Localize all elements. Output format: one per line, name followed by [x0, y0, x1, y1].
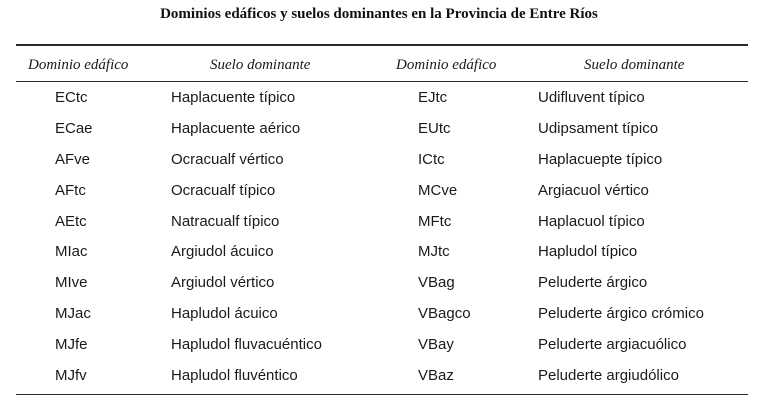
domain-code-cell: ECtc	[55, 89, 88, 106]
header-dominio-edafico-left: Dominio edáfico	[28, 57, 129, 73]
domain-code-cell: VBay	[418, 336, 454, 354]
soil-name-cell: Peluderte árgico	[538, 274, 648, 292]
table-row	[0, 363, 758, 394]
domain-code-cell: VBaz	[418, 367, 454, 385]
domain-code-cell: MIac	[55, 243, 88, 261]
soil-name-cell: Hapludol fluvacuéntico	[171, 336, 322, 354]
table-row	[0, 332, 758, 363]
domain-code-cell: MJac	[55, 305, 91, 323]
soil-name-cell: Peluderte árgico crómico	[538, 305, 704, 323]
domain-code-cell: VBagco	[418, 305, 471, 323]
soil-name-cell: Udifluvent típico	[538, 89, 645, 106]
table-row	[0, 270, 758, 301]
table-row	[0, 147, 758, 178]
domain-code-cell: VBag	[418, 274, 455, 292]
soil-name-cell: Haplacuol típico	[538, 212, 645, 230]
domain-code-cell: EUtc	[418, 119, 451, 137]
header-dominio-edafico-right: Dominio edáfico	[396, 57, 497, 73]
soil-name-cell: Natracualf típico	[171, 212, 280, 230]
table-row	[0, 239, 758, 270]
soil-name-cell: Ocracualf vértico	[171, 150, 284, 168]
header-suelo-dominante-right: Suelo dominante	[584, 57, 685, 73]
table-title: Dominios edáficos y suelos dominantes en la Provincia de Entre Ríos	[160, 6, 598, 22]
soil-name-cell: Hapludol típico	[538, 243, 638, 261]
soil-name-cell: Hapludol ácuico	[171, 305, 278, 323]
soil-name-cell: Haplacuente aérico	[171, 119, 301, 137]
bottom-rule	[16, 394, 748, 395]
soil-name-cell: Ocracualf típico	[171, 181, 276, 199]
soil-name-cell: Peluderte argiacuólico	[538, 336, 687, 354]
soil-name-cell: Haplacuente típico	[171, 89, 296, 106]
header-rule	[16, 81, 748, 82]
soil-name-cell: Argiudol vértico	[171, 274, 275, 292]
top-rule	[16, 44, 748, 46]
table-body	[0, 85, 758, 394]
soil-name-cell: Argiacuol vértico	[538, 181, 649, 199]
table-row	[0, 85, 758, 116]
soil-name-cell: Hapludol fluvéntico	[171, 367, 298, 385]
domain-code-cell: AFtc	[55, 181, 86, 199]
table-row	[0, 116, 758, 147]
table-row	[0, 178, 758, 209]
soil-name-cell: Argiudol ácuico	[171, 243, 274, 261]
header-suelo-dominante-left: Suelo dominante	[210, 57, 311, 73]
domain-code-cell: MCve	[418, 181, 458, 199]
domain-code-cell: MJtc	[418, 243, 450, 261]
table-row	[0, 209, 758, 240]
domain-code-cell: EJtc	[418, 89, 448, 106]
domain-code-cell: AFve	[55, 150, 91, 168]
soil-name-cell: Peluderte argiudólico	[538, 367, 679, 385]
soil-name-cell: Udipsament típico	[538, 119, 659, 137]
table-row	[0, 301, 758, 332]
soil-name-cell: Haplacuepte típico	[538, 150, 663, 168]
domain-code-cell: AEtc	[55, 212, 87, 230]
domain-code-cell: MFtc	[418, 212, 452, 230]
domain-code-cell: MIve	[55, 274, 88, 292]
domain-code-cell: MJfe	[55, 336, 88, 354]
domain-code-cell: ECae	[55, 119, 93, 137]
domain-code-cell: MJfv	[55, 367, 87, 385]
domain-code-cell: ICtc	[418, 150, 445, 168]
